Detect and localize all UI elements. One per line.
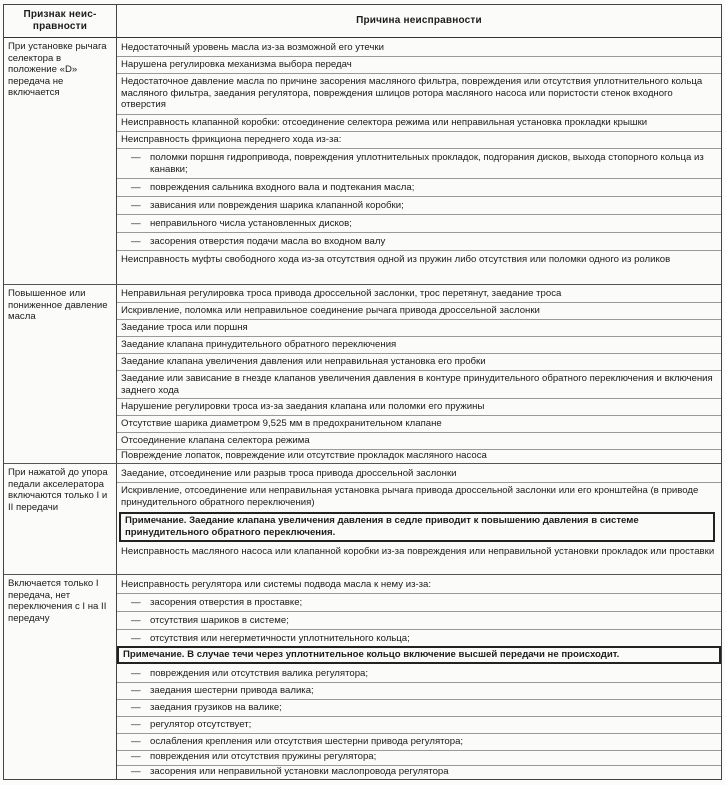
header-cause: Причина неисправности xyxy=(356,15,482,26)
cause-row: Неисправность клапанной коробки: отсоединение селектора режима или неправильная установка прокладки крышки xyxy=(121,117,648,128)
cause-row: — повреждения или отсутствия валика регулятора; xyxy=(150,668,718,680)
cause-row: — заедания грузиков на валике; xyxy=(150,702,718,714)
cause-row: Заедание клапана увеличения давления или неправильная установка его пробки xyxy=(121,356,486,367)
table-section xyxy=(4,575,721,779)
cause-row: Повреждение лопаток, повреждение или отсутствие прокладок масляного насоса xyxy=(121,450,487,461)
cause-row: Недостаточное давление масла по причине засорения масляного фильтра, повреждения или отсутствия уплотнительного кольца масляного фильтра, заедания регулятора, повреждения шлицов ротора масляного насоса или пористости стенок входного отверстия xyxy=(121,76,703,111)
cause-row: Заедание, отсоединение или разрыв троса привода дроссельной заслонки xyxy=(121,468,457,479)
cause-row: — заедания шестерни привода валика; xyxy=(150,685,718,697)
note-box: Примечание. Заедание клапана увеличения давления в седле приводит к повышению давления в системе принудительного обратного переключения. xyxy=(119,512,715,542)
cause-row: Заедание троса или поршня xyxy=(121,322,248,333)
cause-row: Нарушена регулировка механизма выбора передач xyxy=(121,59,352,70)
cause-row: Заедание или зависание в гнезде клапанов увеличения давления в контуре принудительного обратного переключения и включения заднего хода xyxy=(121,373,713,396)
cause-row: — ослабления крепления или отсутствия шестерни привода регулятора; xyxy=(150,736,718,748)
cause-row: Недостаточный уровень масла из-за возможной его утечки xyxy=(121,42,384,53)
cause-row: — засорения отверстия в проставке; xyxy=(150,597,718,609)
cause-row: Неисправность фрикциона переднего хода из-за: xyxy=(121,134,342,145)
cause-row: Неисправность регулятора или системы подвода масла к нему из-за: xyxy=(121,579,432,590)
cause-row: — повреждения или отсутствия пружины регулятора; xyxy=(150,751,718,763)
cause-row: — засорения отверстия подачи масла во входном валу xyxy=(150,236,718,248)
cause-row: Неисправность муфты свободного хода из-за отсутствия одной из пружин либо отсутствия или поломки одного из роликов xyxy=(121,254,671,265)
cause-row: — поломки поршня гидропривода, повреждения уплотнительных прокладок, подгорания дисков, выхода стопорного кольца из канавки; xyxy=(150,152,718,175)
table-section xyxy=(4,285,721,464)
cause-row: — отсутствия или негерметичности уплотнительного кольца; xyxy=(150,633,718,645)
cause-row: Заедание клапана принудительного обратного переключения xyxy=(121,339,397,350)
symptom-cell: Включается только I передача, нет переключения с I на II передачу xyxy=(8,578,107,624)
cause-row: Неисправность масляного насоса или клапанной коробки из-за повреждения или неправильной установки прокладок или проставки xyxy=(121,546,715,557)
cause-row: — отсутствия шариков в системе; xyxy=(150,615,718,627)
symptom-cell: При установке рычага селектора в положение «D» передача не включается xyxy=(8,41,107,99)
fault-table xyxy=(3,4,722,780)
cause-row: Отсоединение клапана селектора режима xyxy=(121,435,310,446)
cause-row: — неправильного числа установленных дисков; xyxy=(150,218,718,230)
cause-row: Отсутствие шарика диаметром 9,525 мм в предохранительном клапане xyxy=(121,418,442,429)
table-section xyxy=(4,464,721,575)
table-section xyxy=(4,38,721,285)
cause-row: Неправильная регулировка троса привода дроссельной заслонки, трос перетянут, заедание троса xyxy=(121,288,562,299)
note-box: Примечание. В случае течи через уплотнительное кольцо включение высшей передачи не происходит. xyxy=(117,646,721,664)
symptom-cell: Повышенное или пониженное давление масла xyxy=(8,288,108,323)
cause-row: Нарушение регулировки троса из-за заедания клапана или поломки его пружины xyxy=(121,401,485,412)
cause-row: — засорения или неправильной установки маслопровода регулятора xyxy=(150,766,718,778)
cause-row: — регулятор отсутствует; xyxy=(150,719,718,731)
header-symptom: Признак неис- правности xyxy=(23,9,97,32)
cause-row: Искривление, поломка или неправильное соединение рычага привода дроссельной заслонки xyxy=(121,305,540,316)
symptom-cell: При нажатой до упора педали акселератора включаются только I и II передачи xyxy=(8,467,108,513)
cause-row: — повреждения сальника входного вала и подтекания масла; xyxy=(150,182,718,194)
table-header xyxy=(4,5,721,38)
cause-row: — зависания или повреждения шарика клапанной коробки; xyxy=(150,200,718,212)
cause-row: Искривление, отсоединение или неправильная установка рычага привода дроссельной заслонки или его кронштейна (в приводе принудительного обратного переключения) xyxy=(121,485,699,508)
